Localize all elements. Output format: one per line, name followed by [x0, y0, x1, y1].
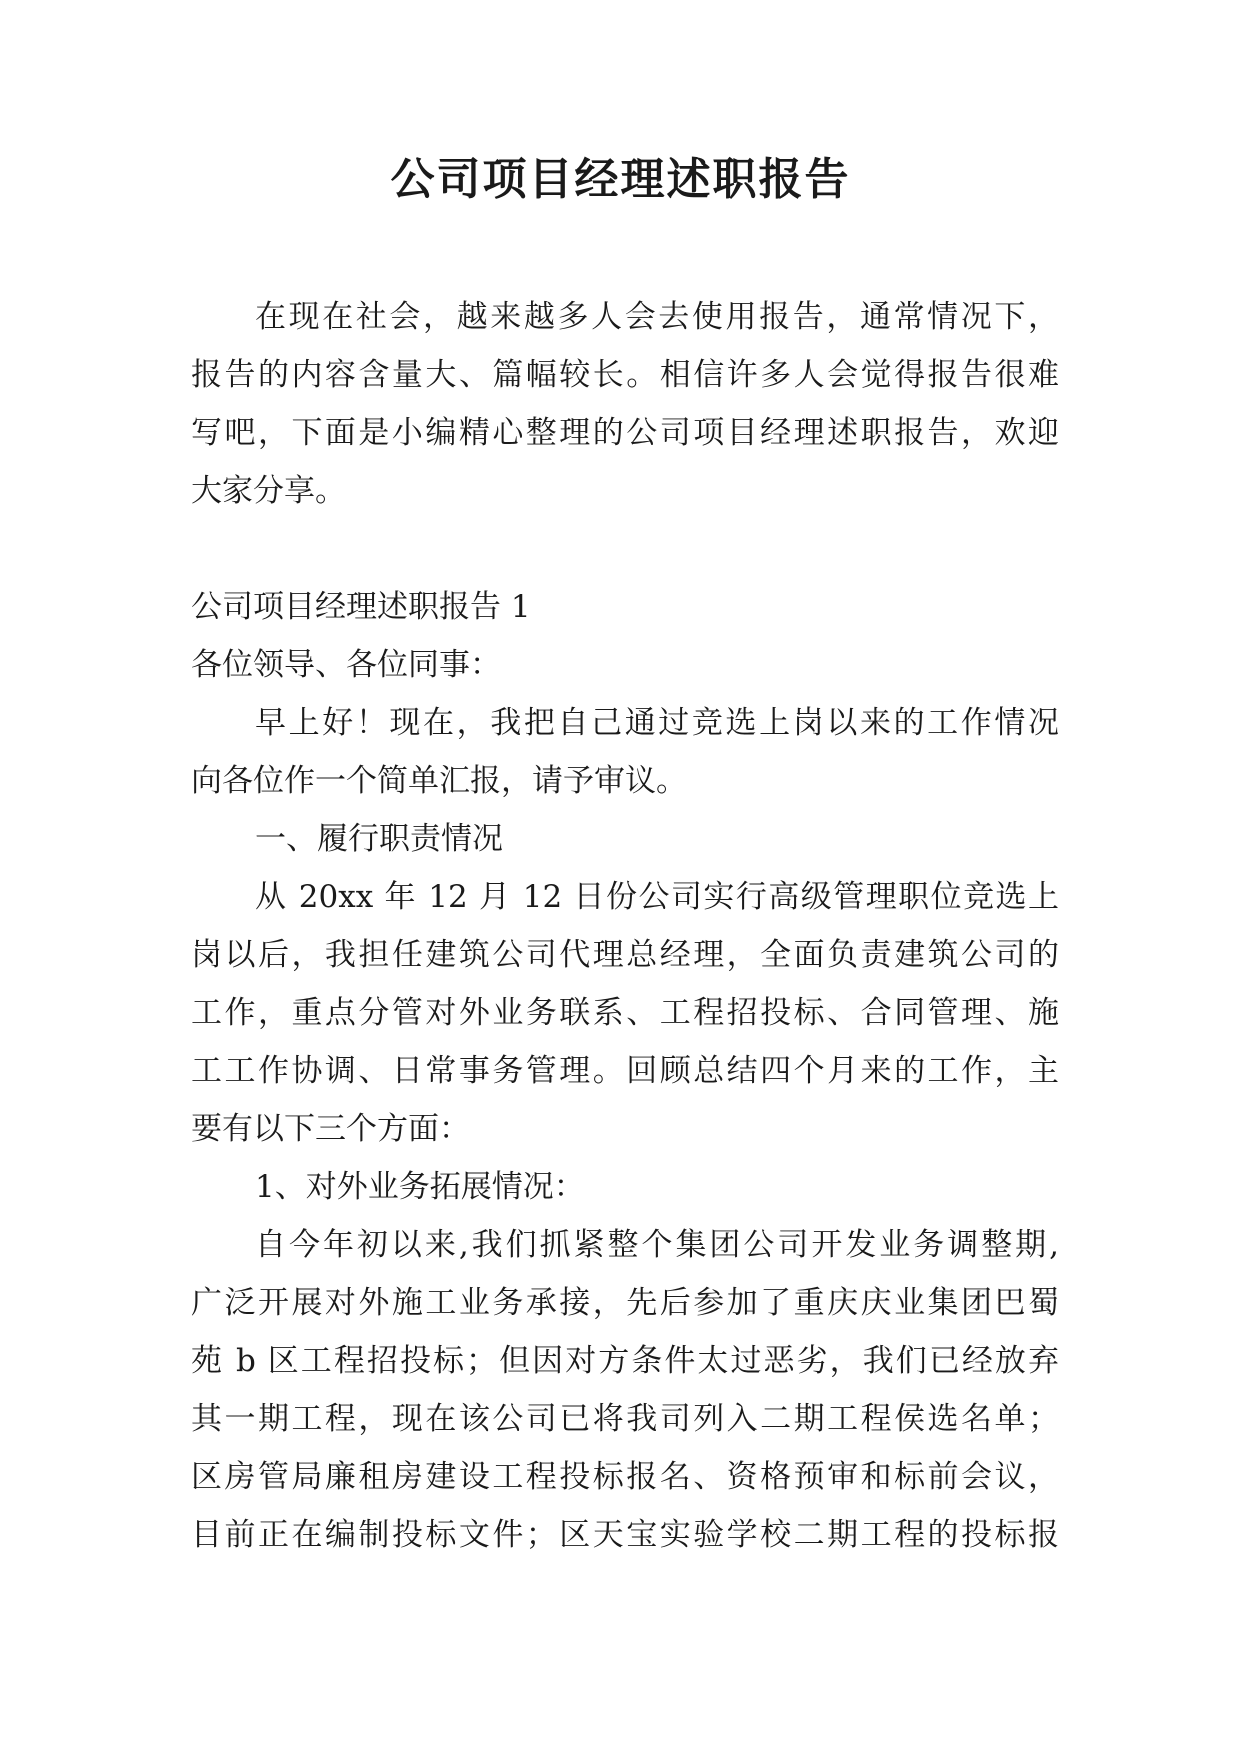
salutation: 各位领导、各位同事：: [191, 647, 501, 683]
intro-line: 大家分享。: [191, 473, 346, 509]
paragraph-line: 区房管局廉租房建设工程投标报名、资格预审和标前会议，: [191, 1459, 1059, 1495]
intro-line: 写吧，下面是小编精心整理的公司项目经理述职报告，欢迎: [191, 415, 1059, 451]
intro-line: 在现在社会，越来越多人会去使用报告，通常情况下，: [255, 299, 1059, 335]
document-body: [191, 288, 1059, 1564]
paragraph-line: 要有以下三个方面：: [191, 1111, 470, 1147]
paragraph-line: 工作，重点分管对外业务联系、工程招投标、合同管理、施: [191, 995, 1059, 1031]
subheading: 1、对外业务拓展情况：: [255, 1169, 585, 1205]
section-heading: 公司项目经理述职报告 1: [191, 589, 531, 625]
intro-line: 报告的内容含量大、篇幅较长。相信许多人会觉得报告很难: [191, 357, 1059, 393]
paragraph-line: 从 20xx 年 12 月 12 日份公司实行高级管理职位竞选上: [255, 879, 1059, 915]
paragraph-line: 岗以后，我担任建筑公司代理总经理，全面负责建筑公司的: [191, 937, 1059, 973]
paragraph-line: 其一期工程，现在该公司已将我司列入二期工程侯选名单；: [191, 1401, 1059, 1437]
paragraph-line: 广泛开展对外施工业务承接，先后参加了重庆庆业集团巴蜀: [191, 1285, 1059, 1321]
paragraph-line: 工工作协调、日常事务管理。回顾总结四个月来的工作，主: [191, 1053, 1059, 1089]
document-title: 公司项目经理述职报告: [390, 154, 851, 205]
paragraph-line: 向各位作一个简单汇报，请予审议。: [191, 763, 687, 799]
heading-level-one: 一、履行职责情况: [255, 821, 503, 857]
paragraph-gap: [191, 520, 1059, 578]
paragraph-line: 早上好！现在，我把自己通过竞选上岗以来的工作情况: [255, 705, 1059, 741]
paragraph-line: 自今年初以来,我们抓紧整个集团公司开发业务调整期,: [255, 1227, 1059, 1263]
paragraph-line: 目前正在编制投标文件；区天宝实验学校二期工程的投标报: [191, 1517, 1059, 1553]
paragraph-line: 苑 b 区工程招投标；但因对方条件太过恶劣，我们已经放弃: [191, 1343, 1059, 1379]
